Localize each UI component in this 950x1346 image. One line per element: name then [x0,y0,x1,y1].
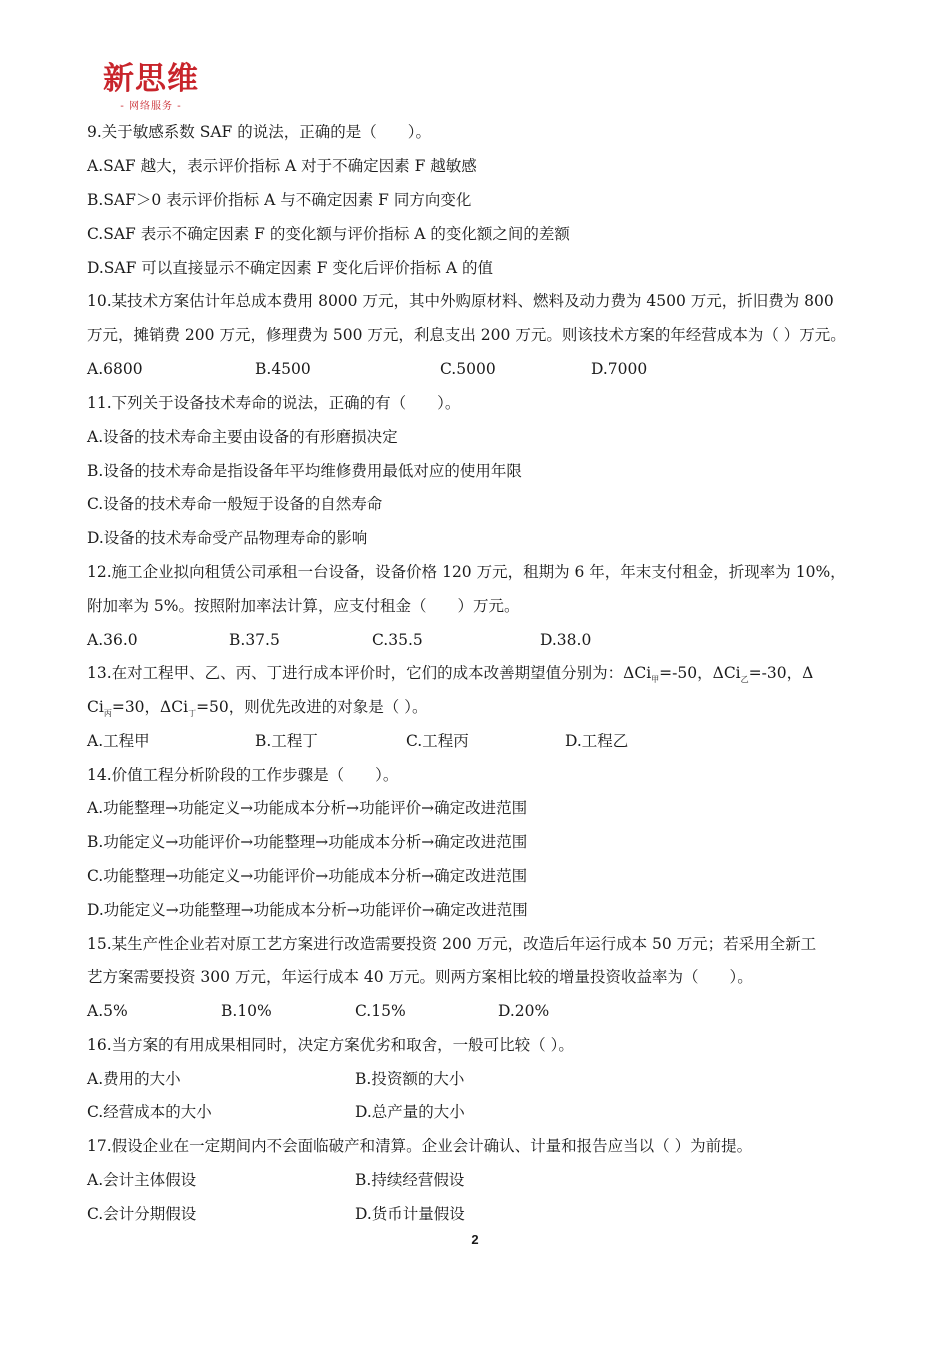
q10-stem-line1: 10.某技术方案估计年总成本费用 8000 万元，其中外购原材料、燃料及动力费为 4500 万元，折旧费为 800 [87,292,834,310]
q13-stem-line2 [87,696,427,725]
q13-subscript: 乙 [740,675,749,685]
q9-option-b: B.SAF＞0 表示评价指标 A 与不确定因素 F 同方向变化 [87,191,472,209]
q14-option-c: C.功能整理→功能定义→功能评价→功能成本分析→确定改进范围 [87,867,528,885]
q10-stem-line2: 万元，摊销费 200 万元，修理费为 500 万元，利息支出 200 万元。则该技术方案的年经营成本为（ ）万元。 [87,326,846,344]
q17-option-d: D.货币计量假设 [355,1205,465,1223]
q13-subscript: 丙 [103,709,112,719]
q15-option-a: A.5% [87,1002,128,1020]
q11-option-d: D.设备的技术寿命受产品物理寿命的影响 [87,529,368,547]
q11-option-c: C.设备的技术寿命一般短于设备的自然寿命 [87,495,383,513]
q14-option-b: B.功能定义→功能评价→功能整理→功能成本分析→确定改进范围 [87,833,528,851]
q13-subscript: 丁 [188,709,197,719]
q14-option-d: D.功能定义→功能整理→功能成本分析→功能评价→确定改进范围 [87,901,528,919]
q10-option-b: B.4500 [255,360,311,378]
q16-option-c: C.经营成本的大小 [87,1103,212,1121]
q13-option-b: B.工程丁 [255,732,318,750]
q12-option-c: C.35.5 [372,631,423,649]
q13-subscript: 甲 [651,675,660,685]
q12-option-b: B.37.5 [229,631,280,649]
logo-wordmark: 新思维 [103,61,199,97]
q13-option-a: A.工程甲 [87,732,150,750]
q9-option-c: C.SAF 表示不确定因素 F 的变化额与评价指标 A 的变化额之间的差额 [87,225,570,243]
q13-option-c: C.工程丙 [406,732,469,750]
q15-stem-line1: 15.某生产性企业若对原工艺方案进行改造需要投资 200 万元，改造后年运行成本 50 万元；若采用全新工 [87,935,817,953]
q13-option-d: D.工程乙 [565,732,629,750]
q10-option-d: D.7000 [591,360,648,378]
q15-option-c: C.15% [355,1002,406,1020]
q12-stem-line1: 12.施工企业拟向租赁公司承租一台设备，设备价格 120 万元，租期为 6 年，年末支付租金，折现率为 10%， [87,563,846,581]
q11-stem: 11.下列关于设备技术寿命的说法，正确的有（ ）。 [87,394,461,412]
q16-option-a: A.费用的大小 [87,1070,181,1088]
q13-text: Ci [87,698,104,716]
logo [96,62,206,112]
q16-option-b: B.投资额的大小 [355,1070,465,1088]
q11-option-a: A.设备的技术寿命主要由设备的有形磨损决定 [87,428,398,446]
q13-text: 13.在对工程甲、乙、丙、丁进行成本评价时，它们的成本改善期望值分别为：ΔCi [87,664,652,682]
q12-option-a: A.36.0 [87,631,138,649]
q13-text: =-50，ΔCi [659,664,741,682]
q16-option-d: D.总产量的大小 [355,1103,465,1121]
q12-option-d: D.38.0 [540,631,592,649]
q17-stem: 17.假设企业在一定期间内不会面临破产和清算。企业会计确认、计量和报告应当以（ ）为前提。 [87,1137,753,1155]
q17-option-b: B.持续经营假设 [355,1171,465,1189]
q10-option-a: A.6800 [87,360,143,378]
logo-tagline: - 网络服务 - [120,101,182,112]
q13-text: =50，则优先改进的对象是（ ）。 [196,698,428,716]
q14-stem: 14.价值工程分析阶段的工作步骤是（ ）。 [87,766,399,784]
q15-stem-line2: 艺方案需要投资 300 万元，年运行成本 40 万元。则两方案相比较的增量投资收益率为（ ）。 [87,968,753,986]
q11-option-b: B.设备的技术寿命是指设备年平均维修费用最低对应的使用年限 [87,462,522,480]
q12-stem-line2: 附加率为 5%。按照附加率法计算，应支付租金（ ）万元。 [87,597,520,615]
q15-option-b: B.10% [221,1002,272,1020]
q14-option-a: A.功能整理→功能定义→功能成本分析→功能评价→确定改进范围 [87,799,528,817]
q15-option-d: D.20% [498,1002,550,1020]
q17-option-c: C.会计分期假设 [87,1205,197,1223]
q9-stem: 9.关于敏感系数 SAF 的说法，正确的是（ ）。 [87,123,431,141]
q10-option-c: C.5000 [440,360,496,378]
q13-text: =30，ΔCi [111,698,189,716]
q9-option-d: D.SAF 可以直接显示不确定因素 F 变化后评价指标 A 的值 [87,259,493,277]
q13-text: =-30，Δ [748,664,814,682]
q16-stem: 16.当方案的有用成果相同时，决定方案优劣和取舍，一般可比较（ ）。 [87,1036,574,1054]
page-number: 2 [471,1232,479,1247]
q13-stem-line1 [87,662,813,691]
q9-option-a: A.SAF 越大，表示评价指标 A 对于不确定因素 F 越敏感 [87,157,477,175]
q17-option-a: A.会计主体假设 [87,1171,197,1189]
